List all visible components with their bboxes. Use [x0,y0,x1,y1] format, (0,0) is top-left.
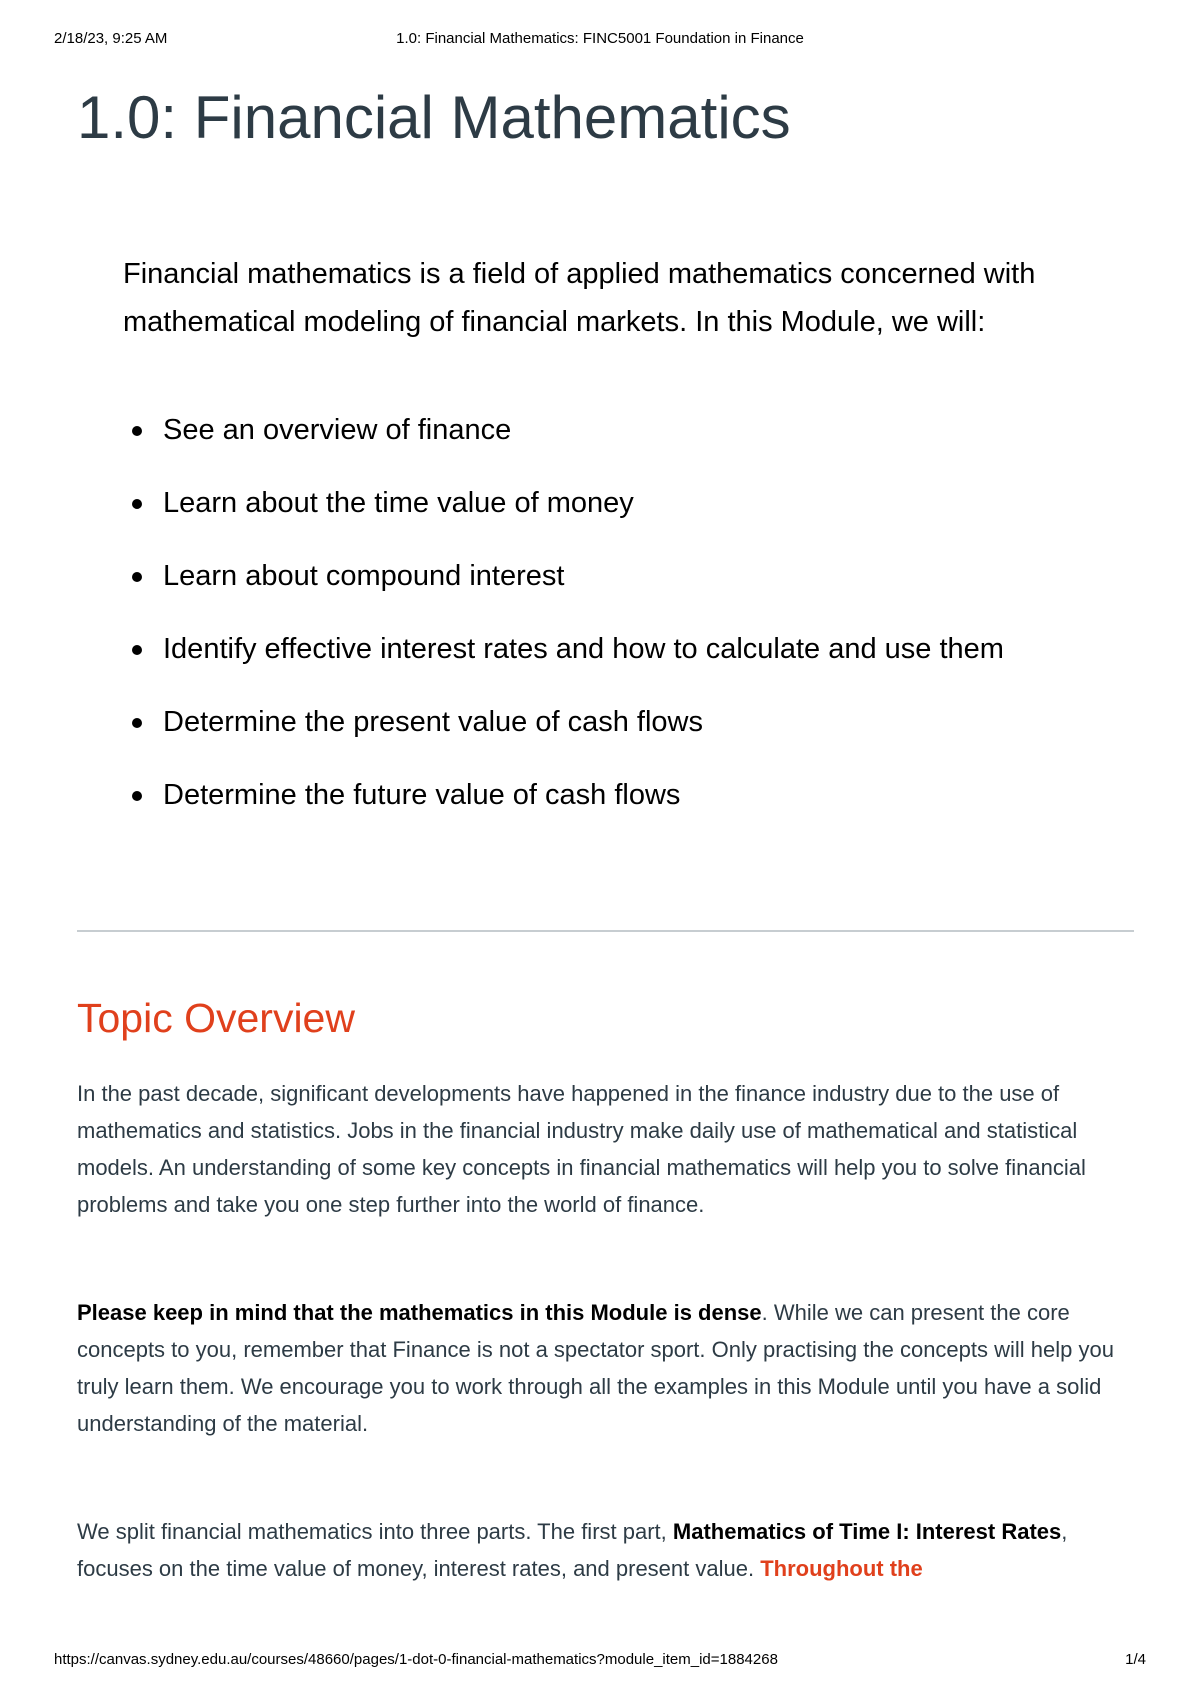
goal-text: Identify effective interest rates and how to calculate and use them [163,633,1004,665]
print-url: https://canvas.sydney.edu.au/courses/48660/pages/1-dot-0-financial-mathematics?module_item_id=1884268 [54,1651,778,1668]
list-item [123,558,1123,631]
module-goals-list [123,412,1123,850]
print-footer [54,1651,1146,1671]
list-item [123,777,1123,850]
emphasis-text: Please keep in mind that the mathematics in this Module is dense [77,1300,762,1325]
print-header [54,30,1146,50]
section-divider [77,930,1134,932]
overview-paragraph-3 [77,1513,1137,1587]
goal-text: Determine the future value of cash flows [163,779,681,811]
print-date: 2/18/23, 9:25 AM [54,30,168,47]
overview-paragraph-1: In the past decade, significant developments have happened in the finance industry due to the use of mathematics and statistics. Jobs in the financial industry make daily use of mathematical and statistical models. An understanding of some key concepts in financial mathematics will help you to solve financial problems and take you one step further into the world of finance. [77,1081,1086,1217]
list-item [123,631,1123,704]
bullet-icon [132,499,142,509]
goal-text: Determine the present value of cash flows [163,706,703,738]
bullet-icon [132,645,142,655]
paragraph-text: We split financial mathematics into three parts. The first part, [77,1519,673,1544]
overview-paragraph-2 [77,1294,1137,1442]
topic-overview-heading: Topic Overview [77,995,355,1041]
page-number: 1/4 [1125,1651,1146,1668]
goal-text: See an overview of finance [163,414,512,446]
bullet-icon [132,426,142,436]
paragraph-text: . While we can present the core concepts to you, remember that Finance is not a spectator sport. Only practising the concepts will help you truly learn them. We encourage you to work through all the examples in this Module until you have a solid understanding of the material. [77,1300,1114,1436]
list-item [123,485,1123,558]
bullet-icon [132,572,142,582]
bullet-icon [132,791,142,801]
list-item [123,412,1123,485]
goal-text: Learn about compound interest [163,560,565,592]
part-title-text: Mathematics of Time I: Interest Rates [672,1519,1062,1544]
list-item [123,704,1123,777]
highlighted-text: Throughout the [760,1556,923,1581]
goal-text: Learn about the time value of money [163,487,634,519]
page-title: 1.0: Financial Mathematics [77,84,791,151]
print-document-title: 1.0: Financial Mathematics: FINC5001 Foundation in Finance [396,30,804,47]
intro-paragraph: Financial mathematics is a field of applied mathematics concerned with mathematical modeling of financial markets. In this Module, we will: [123,258,1036,338]
paragraph-text: , focuses on the time value of money, interest rates, and present value. [77,1519,1068,1581]
bullet-icon [132,718,142,728]
